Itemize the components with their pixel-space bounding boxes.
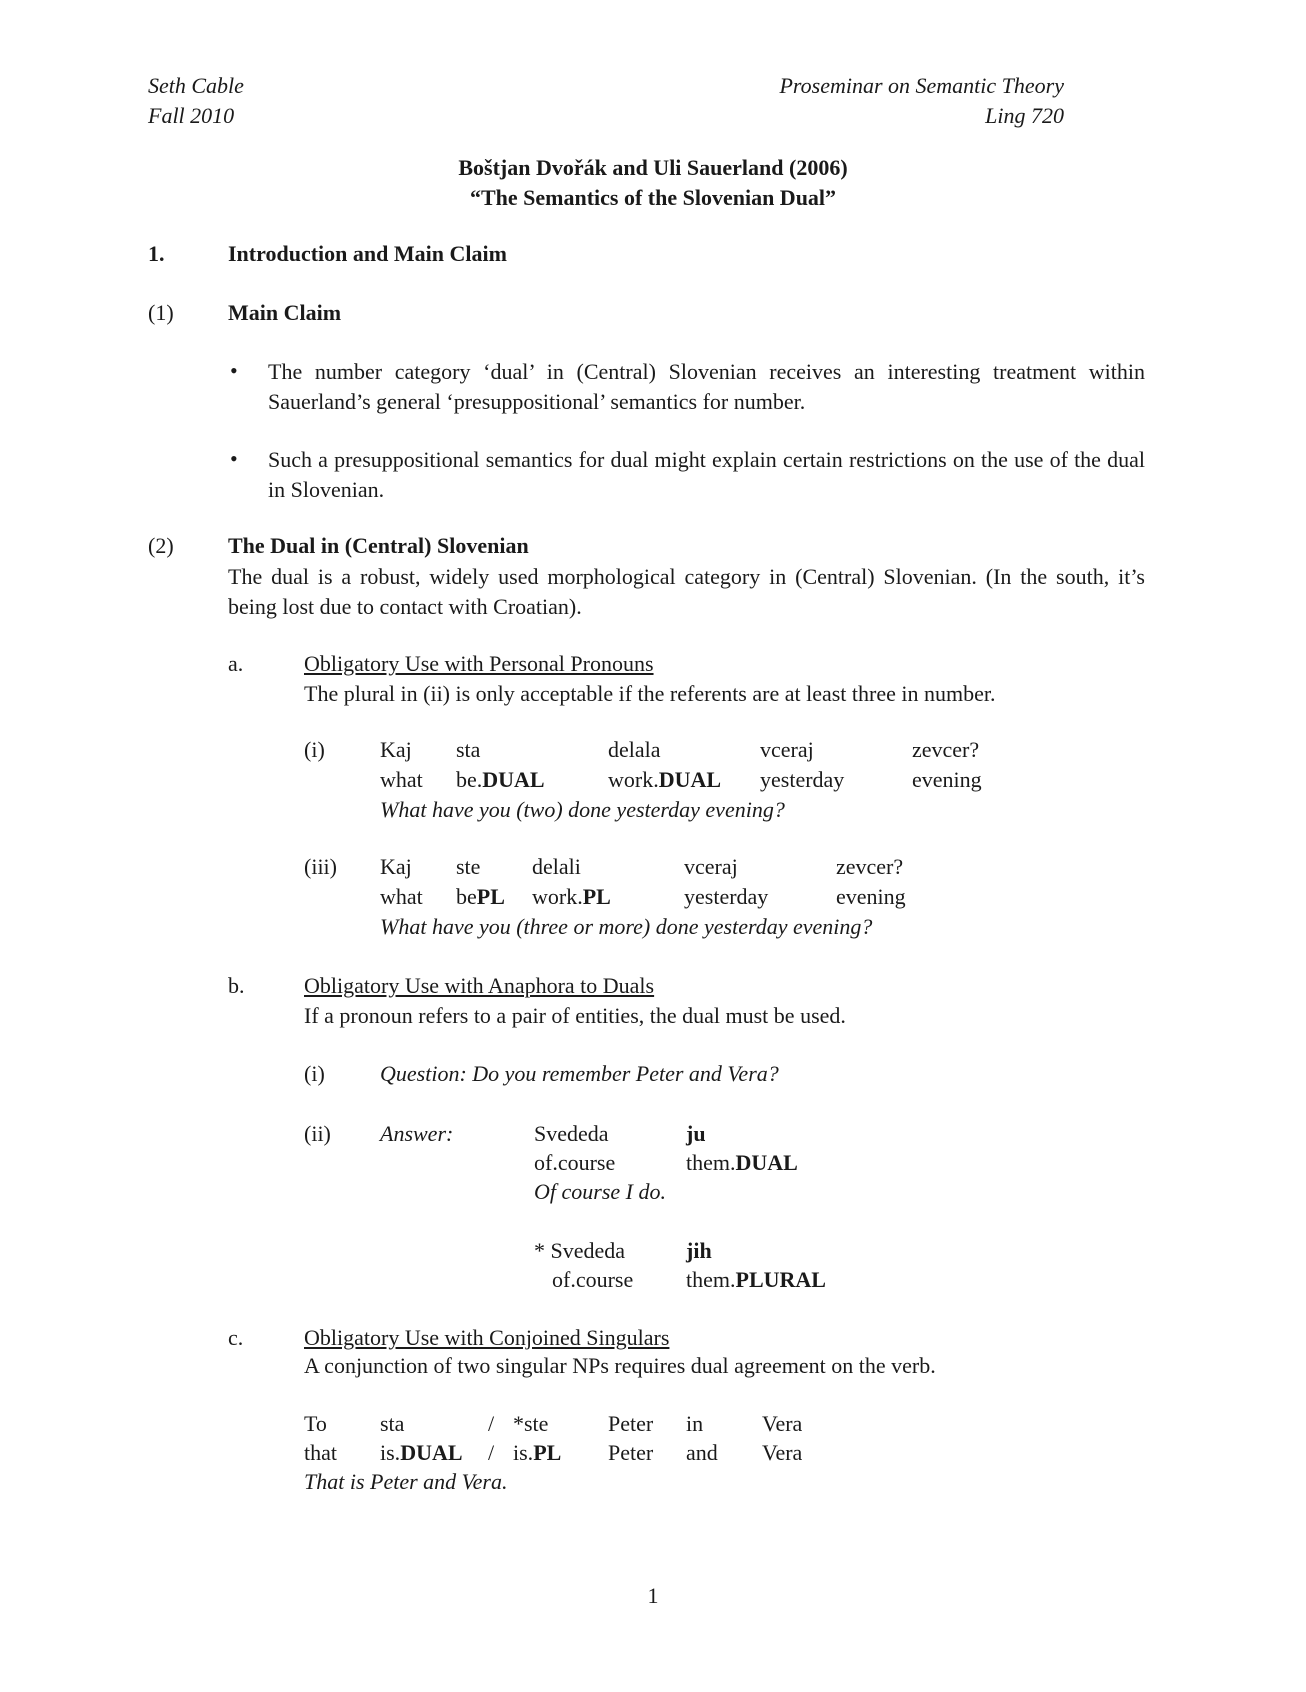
gloss-stem: is. (513, 1440, 534, 1465)
gloss-number: (iii) (304, 854, 337, 879)
gloss-word: *ste (513, 1411, 549, 1436)
gloss-word: in (686, 1411, 704, 1436)
gloss-word: Kaj (380, 737, 412, 762)
gloss-stem: is. (380, 1440, 401, 1465)
gloss-feature: PL (582, 884, 611, 909)
gloss-number: (i) (304, 737, 325, 762)
gloss-word: zevcer? (912, 737, 980, 762)
gloss-word: Kaj (380, 854, 412, 879)
gloss-stem: be (456, 884, 477, 909)
gloss-stem: them. (686, 1267, 736, 1292)
header-author: Seth Cable (148, 73, 244, 98)
gloss-word: Vera (762, 1411, 803, 1436)
subsection-c-label: c. (228, 1325, 244, 1350)
bullet-dot: • (230, 446, 238, 471)
gloss-meaning: Peter (608, 1440, 654, 1465)
gloss-meaning: evening (836, 884, 906, 909)
gloss-meaning: what (380, 884, 423, 909)
header-course: Proseminar on Semantic Theory (779, 73, 1064, 98)
gloss-word: ju (686, 1121, 706, 1146)
gloss-meaning (456, 883, 505, 912)
gloss-meaning: of.course (534, 1150, 616, 1175)
gloss-meaning (456, 766, 545, 795)
subsection-a-label: a. (228, 651, 244, 676)
gloss-translation: That is Peter and Vera. (304, 1469, 508, 1494)
bullet-dot: • (230, 358, 238, 383)
gloss-stem: them. (686, 1150, 736, 1175)
subsection-c-title: Obligatory Use with Conjoined Singulars (304, 1325, 670, 1350)
gloss-feature: DUAL (735, 1150, 798, 1175)
gloss-slash: / (488, 1411, 495, 1436)
gloss-meaning (608, 766, 721, 795)
gloss-meaning (380, 1439, 463, 1468)
gloss-translation: What have you (three or more) done yesterday evening? (380, 914, 873, 939)
gloss-meaning: evening (912, 767, 982, 792)
example-1-heading: Main Claim (228, 300, 342, 325)
gloss-stem: work. (532, 884, 583, 909)
subsection-a-title: Obligatory Use with Personal Pronouns (304, 651, 654, 676)
ungrammatical-star: * (534, 1238, 551, 1263)
gloss-word: vceraj (760, 737, 814, 762)
gloss-stem: work. (608, 767, 659, 792)
gloss-translation: Of course I do. (534, 1179, 666, 1204)
subsection-c-desc: A conjunction of two singular NPs requires dual agreement on the verb. (304, 1353, 936, 1378)
gloss-meaning: yesterday (760, 767, 845, 792)
subsection-b-label: b. (228, 973, 245, 998)
gloss-number: (i) (304, 1061, 325, 1086)
example-2-heading: The Dual in (Central) Slovenian (228, 533, 529, 558)
gloss-word: zevcer? (836, 854, 904, 879)
header-course-number: Ling 720 (985, 103, 1064, 128)
gloss-translation: What have you (two) done yesterday evening? (380, 797, 785, 822)
gloss-meaning: what (380, 767, 423, 792)
header-term: Fall 2010 (148, 103, 235, 128)
paper-title: “The Semantics of the Slovenian Dual” (469, 185, 837, 210)
gloss-meaning (513, 1439, 561, 1468)
gloss-feature: DUAL (482, 767, 545, 792)
section-heading: Introduction and Main Claim (228, 241, 507, 266)
gloss-word: Svededa (550, 1238, 626, 1263)
gloss-word: delali (532, 854, 581, 879)
gloss-feature: DUAL (400, 1440, 463, 1465)
gloss-feature: PLURAL (735, 1267, 826, 1292)
bullet-2-text: Such a presuppositional semantics for dual might explain certain restrictions on the use of the dual in Slovenian. (268, 447, 1145, 502)
gloss-feature: PL (476, 884, 505, 909)
example-2-number: (2) (148, 533, 174, 558)
page-number: 1 (647, 1583, 659, 1608)
gloss-meaning: that (304, 1440, 337, 1465)
subsection-a-desc: The plural in (ii) is only acceptable if the referents are at least three in number. (304, 681, 996, 706)
gloss-feature: PL (533, 1440, 562, 1465)
paper-authors: Boštjan Dvořák and Uli Sauerland (2006) (458, 155, 848, 180)
answer-label: Answer: (380, 1121, 454, 1146)
gloss-feature: DUAL (658, 767, 722, 792)
question-text: Question: Do you remember Peter and Vera? (380, 1061, 779, 1086)
example-1-number: (1) (148, 300, 174, 325)
gloss-meaning: yesterday (684, 884, 769, 909)
ungrammatical-example (534, 1237, 625, 1266)
gloss-word: ste (456, 854, 481, 879)
gloss-word: vceraj (684, 854, 738, 879)
gloss-word: Svededa (534, 1121, 609, 1146)
gloss-slash: / (488, 1440, 495, 1465)
gloss-stem: be. (456, 767, 483, 792)
gloss-word: jih (686, 1238, 712, 1263)
gloss-meaning: Vera (762, 1440, 803, 1465)
subsection-b-title: Obligatory Use with Anaphora to Duals (304, 973, 655, 998)
gloss-meaning (686, 1266, 826, 1295)
gloss-number: (ii) (304, 1121, 331, 1146)
gloss-word: sta (456, 737, 481, 762)
gloss-meaning: of.course (552, 1267, 634, 1292)
gloss-meaning: and (686, 1440, 718, 1465)
gloss-word: sta (380, 1411, 405, 1436)
section-number: 1. (148, 241, 165, 266)
gloss-word: To (304, 1411, 327, 1436)
subsection-b-desc: If a pronoun refers to a pair of entities, the dual must be used. (304, 1003, 846, 1028)
gloss-word: Peter (608, 1411, 654, 1436)
gloss-word: delala (608, 737, 661, 762)
bullet-1-text: The number category ‘dual’ in (Central) Slovenian receives an interesting treatment within Sauerland’s general ‘presuppositional’ semantics for number. (268, 359, 1145, 414)
gloss-meaning (532, 883, 611, 912)
example-2-text: The dual is a robust, widely used morphological category in (Central) Slovenian. (In the south, it’s being lost due to contact with Croatian). (228, 564, 1145, 619)
gloss-meaning (686, 1149, 798, 1178)
